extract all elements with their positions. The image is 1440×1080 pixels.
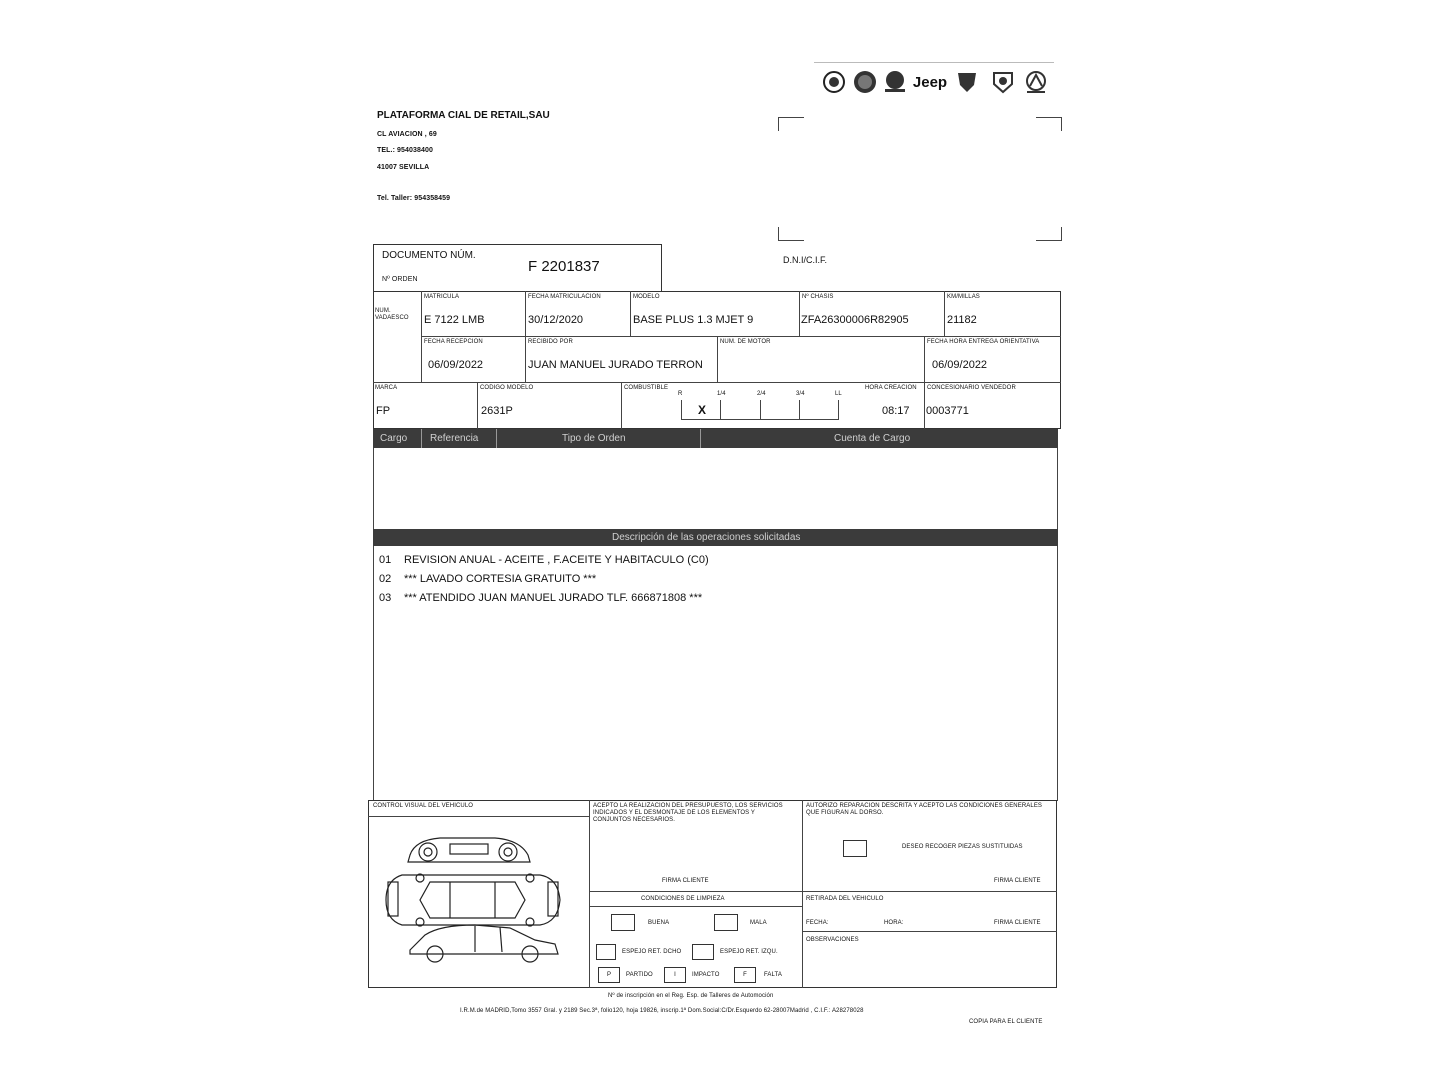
fuel-level-r: R	[678, 391, 683, 397]
cargo-header: Cargo	[380, 433, 408, 444]
recibido-value: JUAN MANUEL JURADO TERRON	[528, 359, 703, 371]
fecha-recepcion-value: 06/09/2022	[428, 359, 484, 371]
acepto-text: ACEPTO LA REALIZACION DEL PRESUPUESTO, LOS SERVICIOS INDICADOS Y EL DESMONTAJE DE LOS ELEMENTOS Y CONJUNTOS NECESARIOS.	[593, 803, 783, 823]
partido-checkbox[interactable]: P	[598, 967, 620, 983]
espejo-izq-label: ESPEJO RET. IZQU.	[720, 949, 778, 955]
operation-num: 01	[379, 554, 392, 566]
retirada-hora-label: HORA:	[884, 920, 904, 926]
jeep-logo: Jeep	[912, 73, 948, 91]
document-number: F 2201837	[528, 258, 600, 275]
alfa-romeo-icon	[822, 70, 846, 94]
inscripcion-text: Nº de inscripción en el Reg. Esp. de Talleres de Automoción	[608, 993, 774, 999]
chasis-label: Nº CHASIS	[802, 294, 834, 300]
marca-value: FP	[376, 405, 391, 417]
marca-label: MARCA	[375, 385, 398, 391]
cuenta-cargo-header: Cuenta de Cargo	[834, 433, 911, 444]
company-city: 41007 SEVILLA	[377, 164, 430, 171]
falta-checkbox[interactable]: F	[734, 967, 756, 983]
recibido-label: RECIBIDO POR	[528, 339, 573, 345]
mopar-icon	[1022, 70, 1050, 94]
dni-label: D.N.I/C.I.F.	[783, 255, 828, 265]
km-label: KM/MILLAS	[947, 294, 980, 300]
legal-text: I.R.M.de MADRID,Tomo 3557 Gral. y 2189 Sec.3ª, folio120, hoja 19826, inscrip.1ª Dom.Social:C/Dr.Esquerdo 62-28007Madrid , C.I.F.: A28278028	[460, 1008, 864, 1014]
lancia-icon	[955, 70, 979, 94]
matricula-value: E 7122 LMB	[424, 314, 485, 326]
recoger-piezas-label: DESEO RECOGER PIEZAS SUSTITUIDAS	[902, 844, 1023, 850]
buena-label: BUENA	[648, 920, 670, 926]
order-label: Nº ORDEN	[382, 276, 418, 283]
operations-title: Descripción de las operaciones solicitadas	[612, 532, 801, 543]
fecha-entrega-label: FECHA HORA ENTREGA ORIENTATIVA	[927, 339, 1040, 345]
autorizo-text: AUTORIZO REPARACION DESCRITA Y ACEPTO LAS CONDICIONES GENERALES QUE FIGURAN AL DORSO.	[806, 803, 1043, 816]
firma-cliente-3: FIRMA CLIENTE	[994, 920, 1041, 926]
vehicle-damage-diagram	[380, 830, 580, 970]
operation-text: *** ATENDIDO JUAN MANUEL JURADO TLF. 666871808 ***	[404, 592, 703, 604]
fecha-matriculacion-value: 30/12/2020	[528, 314, 584, 326]
espejo-dcho-checkbox[interactable]	[596, 944, 616, 960]
mala-checkbox[interactable]	[714, 914, 738, 931]
operation-num: 02	[379, 573, 392, 585]
condiciones-limpieza-label: CONDICIONES DE LIMPIEZA	[641, 896, 725, 902]
referencia-header: Referencia	[430, 433, 479, 444]
operation-text: REVISION ANUAL - ACEITE , F.ACEITE Y HABITACULO (C0)	[404, 554, 709, 566]
hora-creacion-label: HORA CREACION	[865, 385, 917, 391]
fecha-matriculacion-label: FECHA MATRICULACION	[528, 294, 601, 300]
fiat-icon	[852, 70, 878, 94]
copia-cliente-label: COPIA PARA EL CLIENTE	[969, 1019, 1043, 1025]
fecha-entrega-value: 06/09/2022	[932, 359, 988, 371]
fecha-recepcion-label: FECHA RECEPCION	[424, 339, 483, 345]
fuel-level-three-quarter: 3/4	[796, 391, 805, 397]
espejo-dcho-label: ESPEJO RET. DCHO	[622, 949, 682, 955]
matricula-label: MATRICULA	[424, 294, 460, 300]
codigo-modelo-label: CODIGO MODELO	[480, 385, 534, 391]
modelo-label: MODELO	[633, 294, 660, 300]
chasis-value: ZFA26300006R82905	[801, 314, 909, 326]
client-address-box	[778, 117, 1062, 241]
workshop-phone: Tel. Taller: 954358459	[377, 195, 451, 202]
abarth-icon	[990, 70, 1016, 94]
operation-text: *** LAVADO CORTESIA GRATUITO ***	[404, 573, 597, 585]
mala-label: MALA	[750, 920, 767, 926]
hora-creacion-value: 08:17	[882, 405, 910, 417]
espejo-izq-checkbox[interactable]	[692, 944, 714, 960]
km-value: 21182	[947, 314, 977, 326]
falta-label: FALTA	[764, 972, 782, 978]
firma-cliente-1: FIRMA CLIENTE	[662, 878, 709, 884]
fuel-level-quarter: 1/4	[717, 391, 726, 397]
combustible-label: COMBUSTIBLE	[624, 385, 669, 391]
partido-label: PARTIDO	[626, 972, 653, 978]
fiat-professional-icon	[882, 70, 908, 94]
car-outline-icon	[380, 830, 580, 970]
buena-checkbox[interactable]	[611, 914, 635, 931]
nav-label: NUM. VADAESCO	[375, 308, 409, 321]
company-address: CL AVIACION , 69	[377, 131, 437, 138]
company-name: PLATAFORMA CIAL DE RETAIL,SAU	[377, 110, 550, 121]
fuel-level-full: LL	[835, 391, 842, 397]
control-visual-label: CONTROL VISUAL DEL VEHICULO	[373, 803, 474, 809]
document-label: DOCUMENTO NÚM.	[382, 250, 476, 261]
concesionario-value: 0003771	[926, 405, 969, 417]
recoger-piezas-checkbox[interactable]	[843, 840, 867, 857]
impacto-label: IMPACTO	[692, 972, 720, 978]
codigo-modelo-value: 2631P	[481, 405, 513, 417]
concesionario-label: CONCESIONARIO VENDEDOR	[927, 385, 1016, 391]
impacto-checkbox[interactable]: I	[664, 967, 686, 983]
company-phone: TEL.: 954038400	[377, 147, 433, 154]
fuel-level-half: 2/4	[757, 391, 766, 397]
firma-cliente-2: FIRMA CLIENTE	[994, 878, 1041, 884]
num-motor-label: NUM. DE MOTOR	[720, 339, 771, 345]
fuel-mark: X	[698, 403, 707, 417]
tipo-orden-header: Tipo de Orden	[562, 433, 626, 444]
retirada-fecha-label: FECHA:	[806, 920, 829, 926]
retirada-label: RETIRADA DEL VEHICULO	[806, 896, 884, 902]
operation-num: 03	[379, 592, 392, 604]
observaciones-label: OBSERVACIONES	[806, 937, 859, 943]
modelo-value: BASE PLUS 1.3 MJET 9	[633, 314, 754, 326]
